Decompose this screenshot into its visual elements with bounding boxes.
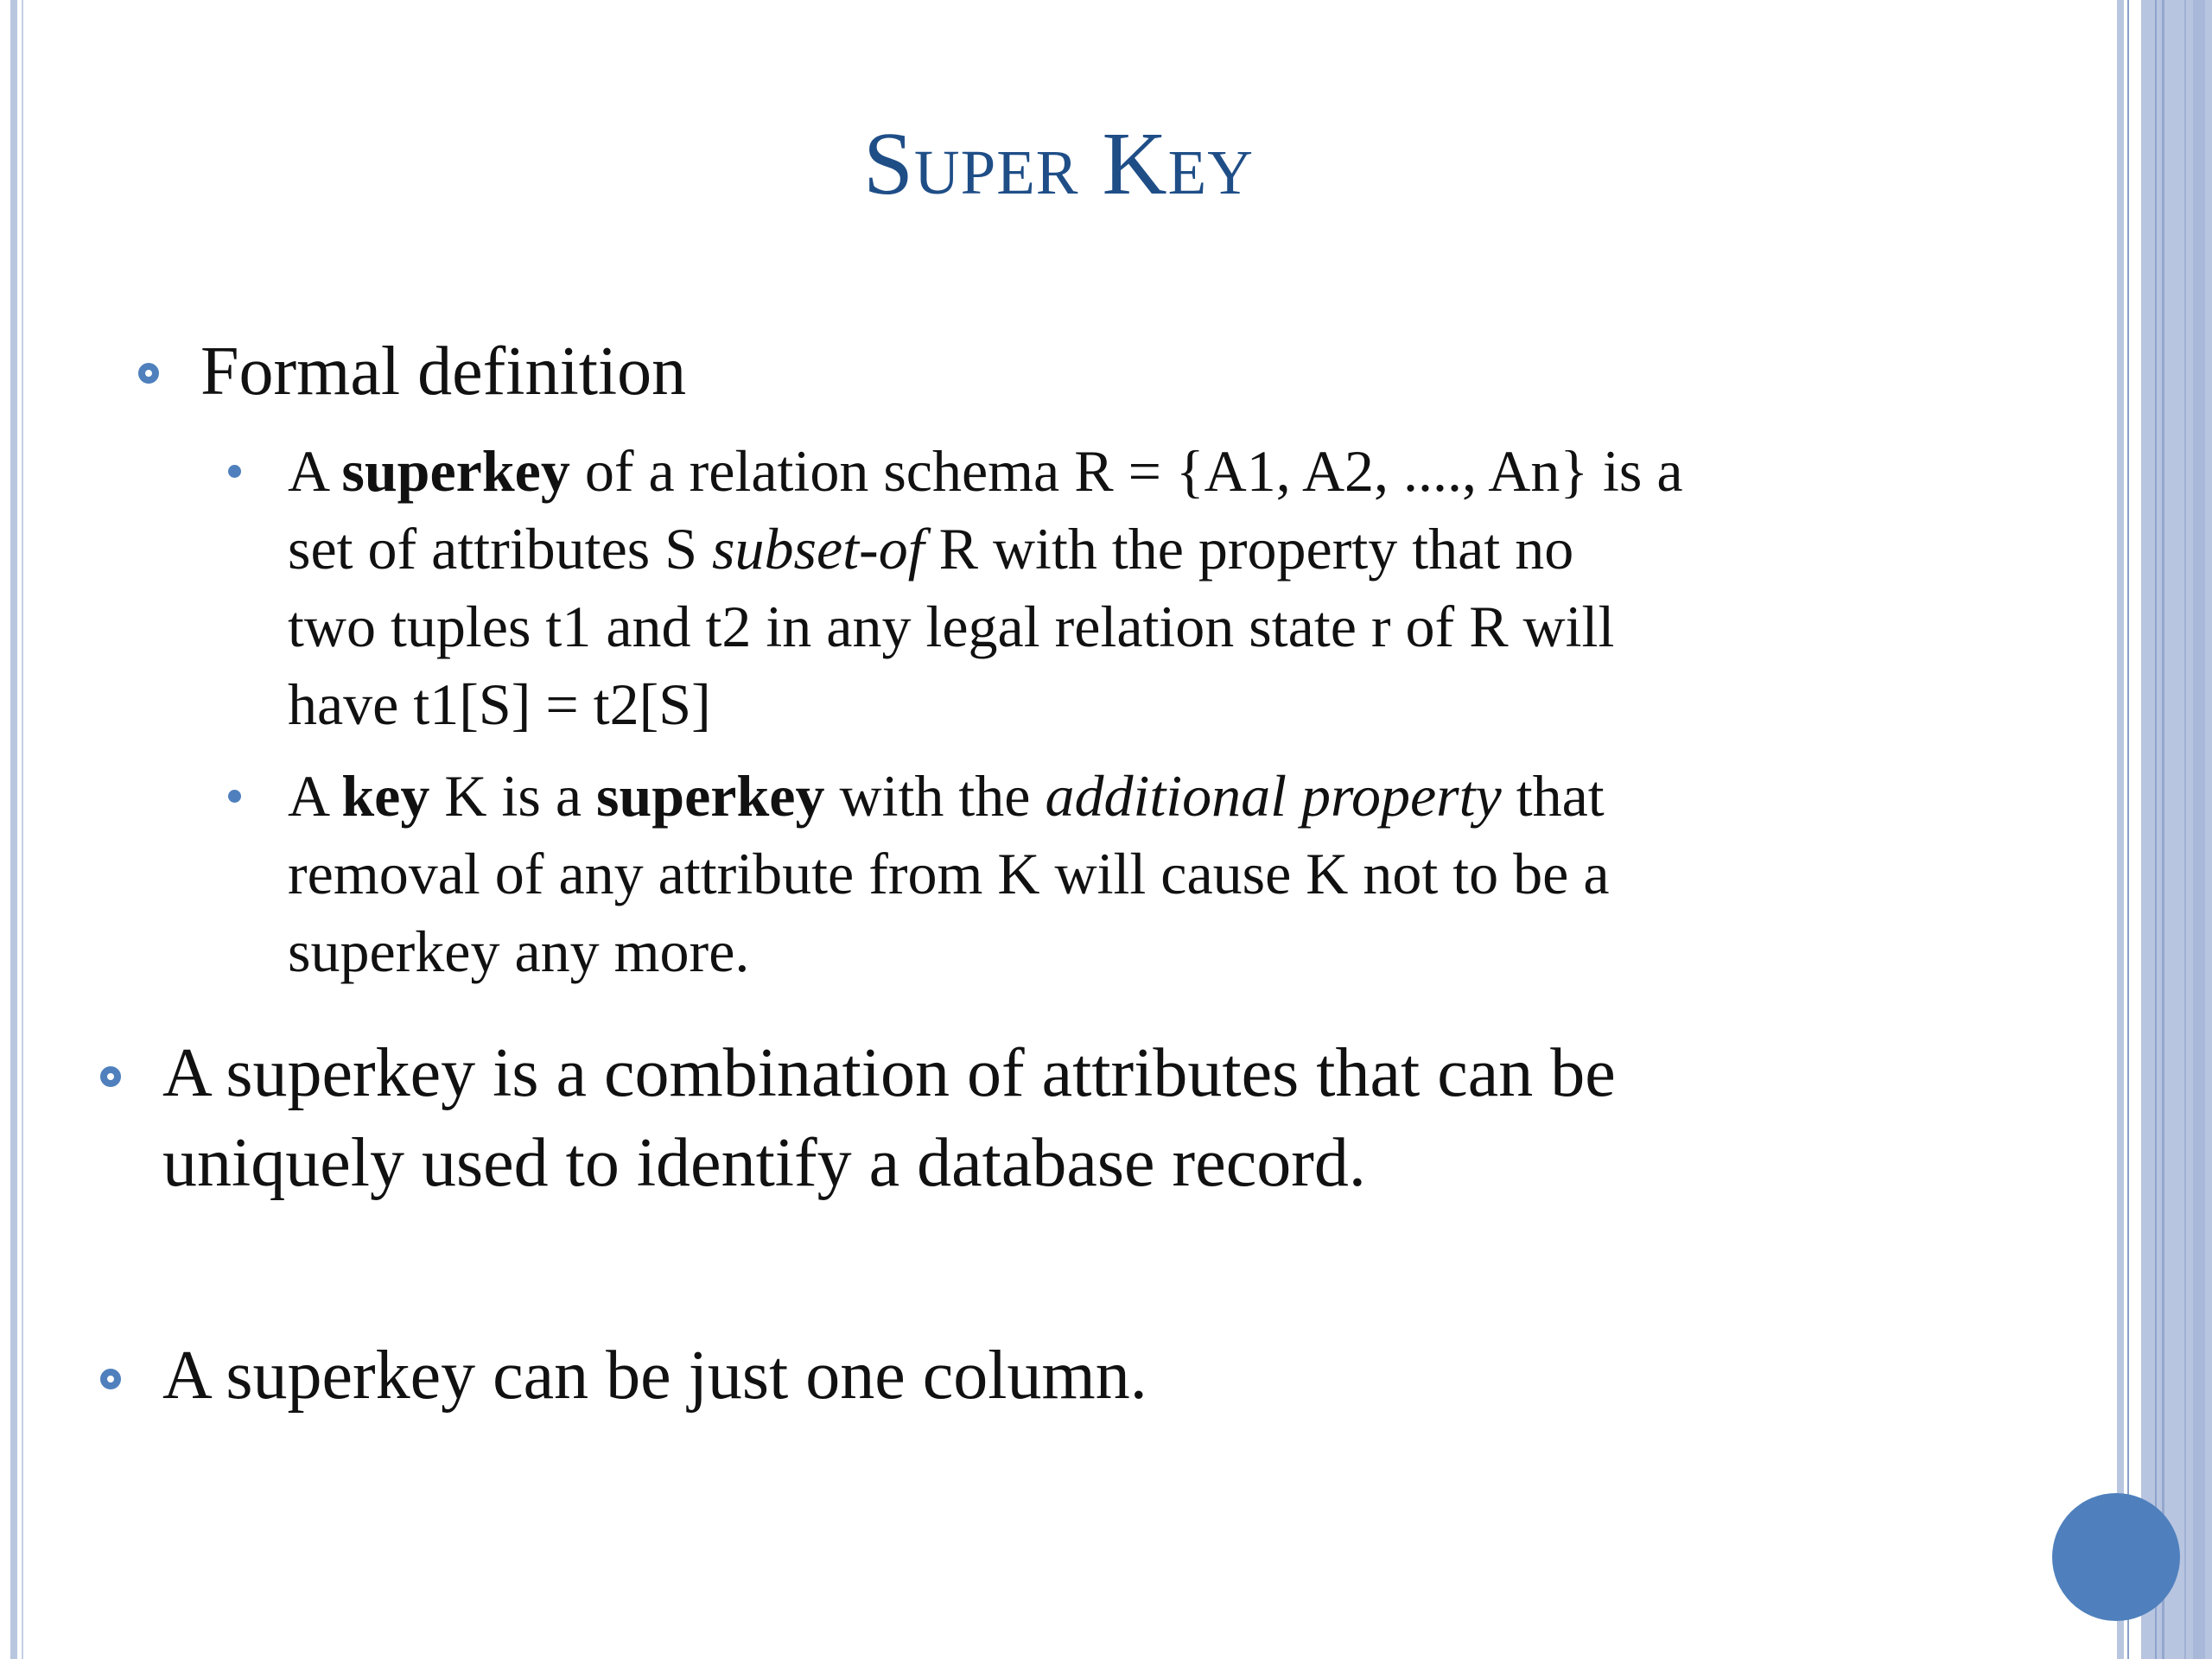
sub-bullet-line: two tuples t1 and t2 in any legal relation state r of R will [288,594,1615,659]
right-border-inner-line [2155,0,2157,1659]
text-run: R with the property that no [924,516,1574,582]
sub-bullet-dot-icon [228,790,241,803]
right-border-band [2117,0,2124,1659]
sub-bullet-text [288,432,1683,743]
sub-bullet-dot-icon [228,465,241,478]
bold-term: key [341,763,430,829]
bullet-ring-icon [100,1066,121,1087]
bullet-text: A superkey can be just one column. [162,1338,1147,1414]
sub-bullet-text [288,757,1610,990]
left-border-line [10,0,17,1659]
text-run: K is a [429,763,597,829]
text-run: set of attributes S [288,516,713,582]
bullet-line: A superkey is a combination of attributes that can be [162,1035,1616,1111]
italic-term: additional property [1045,763,1502,829]
bullet-ring-icon [138,363,159,384]
sub-bullet-line: removal of any attribute from K will cause K not to be a [288,841,1610,906]
text-run: A [288,438,342,504]
text-run: of a relation schema R = {A1, A2, ...., An} is a [569,438,1683,504]
right-border-inner-band [2193,0,2205,1659]
sub-bullet-line [288,432,1683,510]
bullet-line: uniquely used to identify a database record. [162,1125,1366,1201]
bullet-text [162,1028,1616,1208]
decorative-circle [2052,1493,2180,1621]
right-border-inner-line [2184,0,2186,1659]
text-run: A [288,763,342,829]
sub-bullet-line [288,510,1683,588]
bold-term: superkey [341,438,570,504]
bold-term: superkey [596,763,825,829]
bullet-ring-icon [100,1369,121,1389]
sub-bullet-line: have t1[S] = t2[S] [288,671,711,737]
sub-bullet-line: superkey any more. [288,918,750,984]
right-border-thin-line [2127,0,2129,1659]
text-run: that [1501,763,1605,829]
sub-bullet-line [288,757,1610,835]
right-border-inner-line [2162,0,2164,1659]
left-border-thin-line [22,0,23,1659]
bullet-text: Formal definition [200,334,687,410]
slide-title: Super Key [863,114,1254,213]
text-run: with the [824,763,1046,829]
italic-term: subset-of [712,516,925,582]
